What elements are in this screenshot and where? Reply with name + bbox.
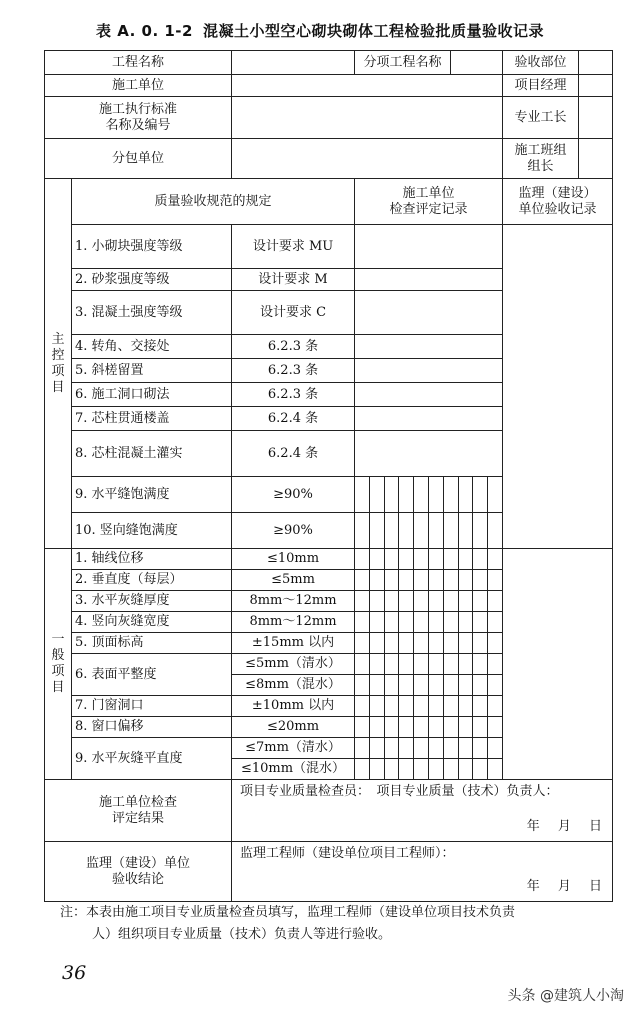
grid-cells bbox=[355, 513, 502, 548]
footnote-line2: 人）组织项目专业质量（技术）负责人等进行验收。 bbox=[92, 927, 392, 942]
label-standard bbox=[45, 97, 232, 139]
field-construction-unit[interactable] bbox=[232, 75, 503, 97]
main-item-req: ≥90% bbox=[232, 513, 355, 549]
main-item-req: 6.2.4 条 bbox=[232, 407, 355, 431]
main-item-req: 6.2.4 条 bbox=[232, 431, 355, 477]
main-item-name: 6. 施工洞口砌法 bbox=[72, 383, 232, 407]
general-item-name: 4. 竖向灰缝宽度 bbox=[72, 612, 232, 633]
main-item-record[interactable] bbox=[355, 269, 503, 291]
general-item-name: 2. 垂直度（每层） bbox=[72, 570, 232, 591]
main-item-record[interactable] bbox=[355, 407, 503, 431]
label-construction-result-line1: 施工单位检查 bbox=[99, 794, 178, 810]
main-item-req: 6.2.3 条 bbox=[232, 383, 355, 407]
form-table bbox=[44, 50, 613, 902]
general-item-req: ≤7mm（清水） bbox=[232, 738, 355, 759]
label-construction-unit: 施工单位 bbox=[45, 75, 232, 97]
grid-cells bbox=[355, 591, 502, 611]
general-item-req: ±10mm 以内 bbox=[232, 696, 355, 717]
general-item-name: 6. 表面平整度 bbox=[72, 654, 232, 696]
watermark: 头条 @建筑人小淘 bbox=[507, 988, 624, 1004]
main-item-req: 6.2.3 条 bbox=[232, 359, 355, 383]
main-item-name: 10. 竖向缝饱满度 bbox=[72, 513, 232, 549]
general-label-char: 项 bbox=[51, 664, 65, 679]
label-team-leader bbox=[503, 139, 579, 179]
field-team-leader[interactable] bbox=[579, 139, 613, 179]
field-acceptance-part[interactable] bbox=[579, 51, 613, 75]
supervision-signer: 监理工程师（建设单位项目工程师）： bbox=[240, 846, 455, 861]
col-header-supervision-line1: 监理（建设） bbox=[518, 185, 597, 201]
general-label-char: 目 bbox=[51, 680, 65, 695]
grid-cells bbox=[355, 633, 502, 653]
label-acceptance-part: 验收部位 bbox=[503, 51, 579, 75]
label-construction-result-line2: 评定结果 bbox=[112, 810, 165, 826]
general-supervision-record[interactable] bbox=[503, 549, 613, 780]
construction-date: 年 月 日 bbox=[526, 819, 603, 834]
main-item-record[interactable] bbox=[355, 431, 503, 477]
construction-result-field[interactable] bbox=[232, 780, 613, 842]
general-item-req: ≤8mm（混水） bbox=[232, 675, 355, 696]
main-item-record[interactable] bbox=[355, 359, 503, 383]
general-item-name: 7. 门窗洞口 bbox=[72, 696, 232, 717]
general-item-name: 9. 水平灰缝平直度 bbox=[72, 738, 232, 780]
label-construction-result bbox=[45, 780, 232, 842]
field-standard[interactable] bbox=[232, 97, 503, 139]
col-header-supervision bbox=[503, 179, 613, 225]
general-item-grid[interactable] bbox=[355, 591, 503, 612]
main-item-name: 8. 芯柱混凝土灌实 bbox=[72, 431, 232, 477]
main-item-grid[interactable] bbox=[355, 513, 503, 549]
label-project-name: 工程名称 bbox=[45, 51, 232, 75]
main-label-char: 主 bbox=[51, 331, 65, 347]
label-sub-project-name: 分项工程名称 bbox=[355, 51, 451, 75]
main-item-record[interactable] bbox=[355, 291, 503, 335]
table-title: 混凝土小型空心砌块砌体工程检验批质量验收记录 bbox=[202, 22, 544, 40]
general-item-req: ±15mm 以内 bbox=[232, 633, 355, 654]
main-label-char: 控 bbox=[51, 347, 65, 363]
table-code: 表 A. 0. 1-2 bbox=[95, 22, 193, 40]
main-item-name: 9. 水平缝饱满度 bbox=[72, 477, 232, 513]
label-project-manager: 项目经理 bbox=[503, 75, 579, 97]
general-label-char: 一 bbox=[51, 632, 65, 647]
main-item-name: 1. 小砌块强度等级 bbox=[72, 225, 232, 269]
general-item-name: 5. 顶面标高 bbox=[72, 633, 232, 654]
main-item-req: ≥90% bbox=[232, 477, 355, 513]
grid-cells bbox=[355, 654, 502, 674]
main-item-record[interactable] bbox=[355, 335, 503, 359]
general-item-grid[interactable] bbox=[355, 675, 503, 696]
general-item-grid[interactable] bbox=[355, 570, 503, 591]
general-item-name: 1. 轴线位移 bbox=[72, 549, 232, 570]
label-professional-foreman: 专业工长 bbox=[503, 97, 579, 139]
grid-cells bbox=[355, 549, 502, 569]
general-item-req: ≤10mm（混水） bbox=[232, 759, 355, 780]
field-subcontractor[interactable] bbox=[232, 139, 503, 179]
label-subcontractor: 分包单位 bbox=[45, 139, 232, 179]
general-item-req: ≤5mm（清水） bbox=[232, 654, 355, 675]
label-team-leader-line2: 组长 bbox=[527, 158, 554, 174]
supervision-result-field[interactable] bbox=[232, 842, 613, 902]
main-item-name: 5. 斜槎留置 bbox=[72, 359, 232, 383]
grid-cells bbox=[355, 759, 502, 779]
page-number: 36 bbox=[62, 962, 87, 984]
main-item-req: 6.2.3 条 bbox=[232, 335, 355, 359]
general-item-name: 8. 窗口偏移 bbox=[72, 717, 232, 738]
label-standard-line2: 名称及编号 bbox=[105, 117, 171, 133]
grid-cells bbox=[355, 717, 502, 737]
col-header-construction-line1: 施工单位 bbox=[402, 185, 455, 201]
main-item-name: 3. 混凝土强度等级 bbox=[72, 291, 232, 335]
general-section-label bbox=[45, 549, 72, 780]
main-label-char: 目 bbox=[51, 379, 65, 395]
main-item-record[interactable] bbox=[355, 383, 503, 407]
general-item-grid[interactable] bbox=[355, 633, 503, 654]
label-standard-line1: 施工执行标准 bbox=[99, 101, 178, 117]
field-sub-project-name[interactable] bbox=[451, 51, 503, 75]
general-item-grid[interactable] bbox=[355, 549, 503, 570]
label-team-leader-line1: 施工班组 bbox=[514, 142, 567, 158]
field-project-manager[interactable] bbox=[579, 75, 613, 97]
grid-cells bbox=[355, 696, 502, 716]
field-project-name[interactable] bbox=[232, 51, 355, 75]
main-item-grid[interactable] bbox=[355, 477, 503, 513]
main-item-req: 设计要求 M bbox=[232, 269, 355, 291]
general-item-req: ≤5mm bbox=[232, 570, 355, 591]
main-item-name: 4. 转角、交接处 bbox=[72, 335, 232, 359]
supervision-date: 年 月 日 bbox=[526, 879, 603, 894]
footnote-line1: 注：本表由施工项目专业质量检查员填写，监理工程师（建设单位项目技术负责 bbox=[60, 905, 516, 920]
main-item-req: 设计要求 MU bbox=[232, 225, 355, 269]
main-item-record[interactable] bbox=[355, 225, 503, 269]
grid-cells bbox=[355, 570, 502, 590]
col-header-construction-check bbox=[355, 179, 503, 225]
main-label-char: 项 bbox=[51, 363, 65, 379]
general-label-char: 般 bbox=[51, 648, 65, 663]
main-item-name: 2. 砂浆强度等级 bbox=[72, 269, 232, 291]
page-title bbox=[0, 20, 640, 41]
general-item-name: 3. 水平灰缝厚度 bbox=[72, 591, 232, 612]
general-item-grid[interactable] bbox=[355, 612, 503, 633]
label-supervision-result bbox=[45, 842, 232, 902]
general-item-grid[interactable] bbox=[355, 717, 503, 738]
general-item-req: ≤10mm bbox=[232, 549, 355, 570]
col-header-supervision-line2: 单位验收记录 bbox=[518, 201, 597, 217]
col-header-construction-line2: 检查评定记录 bbox=[389, 201, 468, 217]
main-item-name: 7. 芯柱贯通楼盖 bbox=[72, 407, 232, 431]
field-professional-foreman[interactable] bbox=[579, 97, 613, 139]
main-item-req: 设计要求 C bbox=[232, 291, 355, 335]
label-supervision-result-line1: 监理（建设）单位 bbox=[86, 855, 191, 871]
grid-cells bbox=[355, 477, 502, 512]
general-item-req: 8mm～12mm bbox=[232, 612, 355, 633]
main-section-label bbox=[45, 179, 72, 549]
construction-signers: 项目专业质量检查员： 项目专业质量（技术）负责人： bbox=[240, 784, 559, 799]
general-item-grid[interactable] bbox=[355, 696, 503, 717]
grid-cells bbox=[355, 675, 502, 695]
grid-cells bbox=[355, 738, 502, 758]
main-supervision-record[interactable] bbox=[503, 225, 613, 549]
col-header-spec: 质量验收规范的规定 bbox=[72, 179, 355, 225]
general-item-req: ≤20mm bbox=[232, 717, 355, 738]
footnote bbox=[60, 902, 620, 946]
grid-cells bbox=[355, 612, 502, 632]
general-item-grid[interactable] bbox=[355, 759, 503, 780]
label-supervision-result-line2: 验收结论 bbox=[112, 871, 165, 887]
general-item-req: 8mm～12mm bbox=[232, 591, 355, 612]
general-item-grid[interactable] bbox=[355, 738, 503, 759]
acceptance-form bbox=[44, 50, 612, 902]
general-item-grid[interactable] bbox=[355, 654, 503, 675]
